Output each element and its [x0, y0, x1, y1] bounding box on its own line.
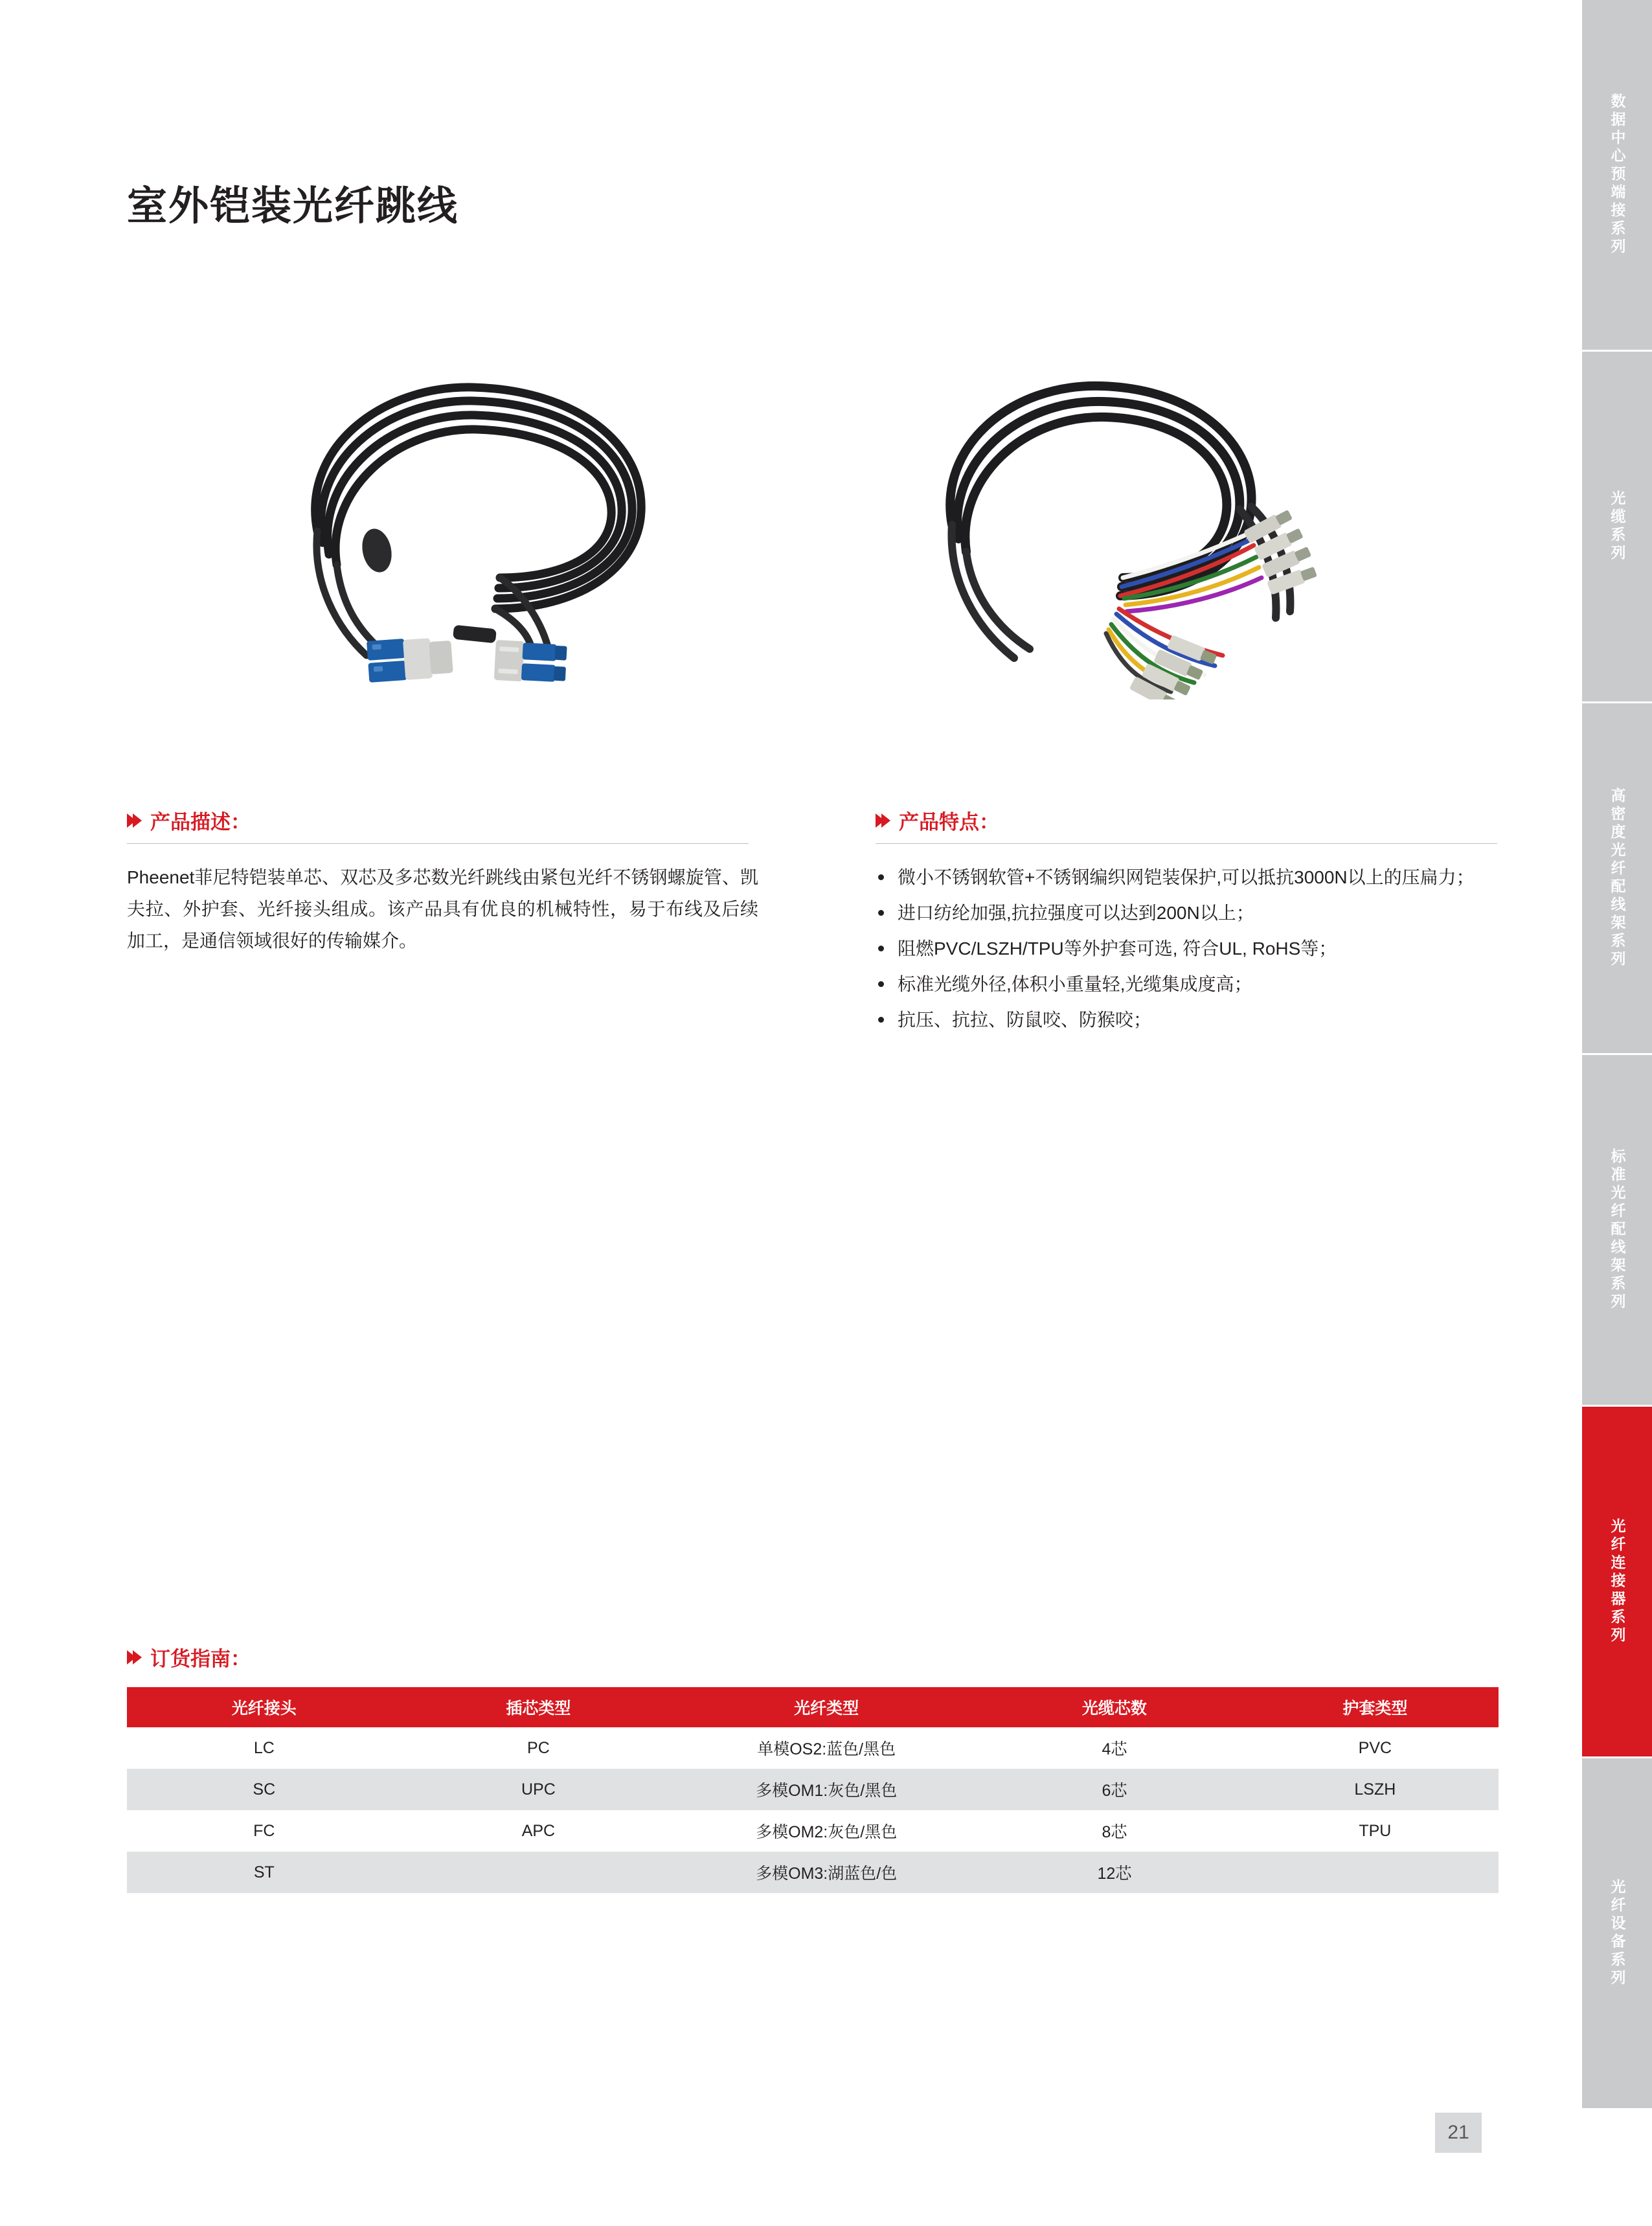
cell-connector: FC	[127, 1810, 402, 1852]
cell-jacket: PVC	[1252, 1727, 1499, 1769]
side-tab-cable[interactable]	[1582, 352, 1652, 701]
cell-jacket: LSZH	[1252, 1769, 1499, 1810]
list-item	[876, 1004, 1517, 1036]
table-row	[127, 1852, 1499, 1893]
product-image-multi-fiber-breakout-cable	[894, 337, 1386, 699]
list-item-label: 标准光缆外径,体积小重量轻,光缆集成度高；	[898, 974, 1252, 994]
list-item-label: 阻燃PVC/LSZH/TPU等外护套可选, 符合UL, RoHS等；	[898, 938, 1337, 959]
side-tab-label: 高密度光纤配线架系列	[1609, 788, 1626, 969]
bullet-icon	[878, 1017, 884, 1023]
section-heading-label: 订货指南：	[150, 1648, 251, 1670]
cell-fiber-type: 单模OS2:蓝色/黑色	[675, 1727, 977, 1769]
bullet-icon	[878, 910, 884, 916]
column-header-fiber-type: 光纤类型	[675, 1687, 977, 1727]
section-heading-description	[127, 806, 251, 835]
description-body: Pheenet菲尼特铠装单芯、双芯及多芯数光纤跳线由紧包光纤不锈钢螺旋管、凯夫拉、外护套、光纤接头组成。该产品具有优良的机械特性，易于布线及后续加工，是通信领域很好的传输媒介。	[127, 867, 758, 951]
cell-fiber-count: 8芯	[977, 1810, 1252, 1852]
side-tab-high-density-patch-panel[interactable]	[1582, 703, 1652, 1053]
cell-ferrule: APC	[402, 1810, 676, 1852]
side-tab-label: 数据中心预端接系列	[1609, 93, 1626, 256]
list-item-label: 微小不锈钢软管+不锈钢编织网铠装保护,可以抵抗3000N以上的压扁力；	[898, 867, 1475, 887]
cell-ferrule	[402, 1852, 676, 1893]
cell-fiber-count: 12芯	[977, 1852, 1252, 1893]
double-chevron-right-icon	[127, 1649, 141, 1666]
cell-fiber-type: 多模OM2:灰色/黑色	[675, 1810, 977, 1852]
side-tab-label: 光缆系列	[1609, 490, 1626, 563]
side-tab-label: 标准光纤配线架系列	[1609, 1148, 1626, 1312]
side-tab-datacenter[interactable]	[1582, 0, 1652, 350]
double-chevron-right-icon	[127, 812, 141, 829]
column-header-connector: 光纤接头	[127, 1687, 402, 1727]
column-header-fiber-count: 光缆芯数	[977, 1687, 1252, 1727]
cell-connector: SC	[127, 1769, 402, 1810]
list-item	[876, 861, 1517, 893]
ordering-guide-table	[127, 1687, 1499, 1893]
cell-fiber-type: 多模OM3:湖蓝色/色	[675, 1852, 977, 1893]
cell-jacket: TPU	[1252, 1810, 1499, 1852]
cell-connector: LC	[127, 1727, 402, 1769]
side-tab-standard-patch-panel[interactable]	[1582, 1055, 1652, 1405]
cell-ferrule: PC	[402, 1727, 676, 1769]
list-item	[876, 897, 1517, 929]
cell-fiber-type: 多模OM1:灰色/黑色	[675, 1769, 977, 1810]
bullet-icon	[878, 946, 884, 951]
side-tab-label: 光纤连接器系列	[1609, 1518, 1626, 1645]
page-title: 室外铠装光纤跳线	[127, 184, 459, 229]
section-heading-label: 产品特点：	[899, 811, 999, 834]
list-item	[876, 968, 1517, 1000]
page-number: 21	[1435, 2113, 1482, 2153]
section-heading-label: 产品描述：	[150, 811, 251, 834]
cell-jacket	[1252, 1852, 1499, 1893]
table-row	[127, 1769, 1499, 1810]
list-item-label: 抗压、抗拉、防鼠咬、防猴咬；	[898, 1010, 1152, 1030]
cell-fiber-count: 4芯	[977, 1727, 1252, 1769]
section-heading-features	[876, 806, 999, 835]
side-tab-fiber-connector[interactable]	[1582, 1407, 1652, 1756]
product-image-duplex-armored-patch-cord	[240, 337, 732, 699]
side-tab-label: 光纤设备系列	[1609, 1879, 1626, 1988]
column-header-jacket: 护套类型	[1252, 1687, 1499, 1727]
side-tab-rail	[1582, 0, 1652, 2226]
bullet-icon	[878, 981, 884, 987]
table-row	[127, 1810, 1499, 1852]
column-header-ferrule: 插芯类型	[402, 1687, 676, 1727]
table-row	[127, 1727, 1499, 1769]
bullet-icon	[878, 874, 884, 880]
features-list	[876, 861, 1517, 1039]
double-chevron-right-icon	[876, 812, 890, 829]
divider-description	[127, 843, 749, 844]
cell-connector: ST	[127, 1852, 402, 1893]
table-header-row	[127, 1687, 1499, 1727]
list-item-label: 进口纺纶加强,抗拉强度可以达到200N以上；	[898, 903, 1254, 923]
cell-fiber-count: 6芯	[977, 1769, 1252, 1810]
list-item	[876, 933, 1517, 964]
section-heading-ordering-guide	[127, 1642, 251, 1672]
cell-ferrule: UPC	[402, 1769, 676, 1810]
side-tab-fiber-equipment[interactable]	[1582, 1758, 1652, 2108]
divider-features	[876, 843, 1497, 844]
